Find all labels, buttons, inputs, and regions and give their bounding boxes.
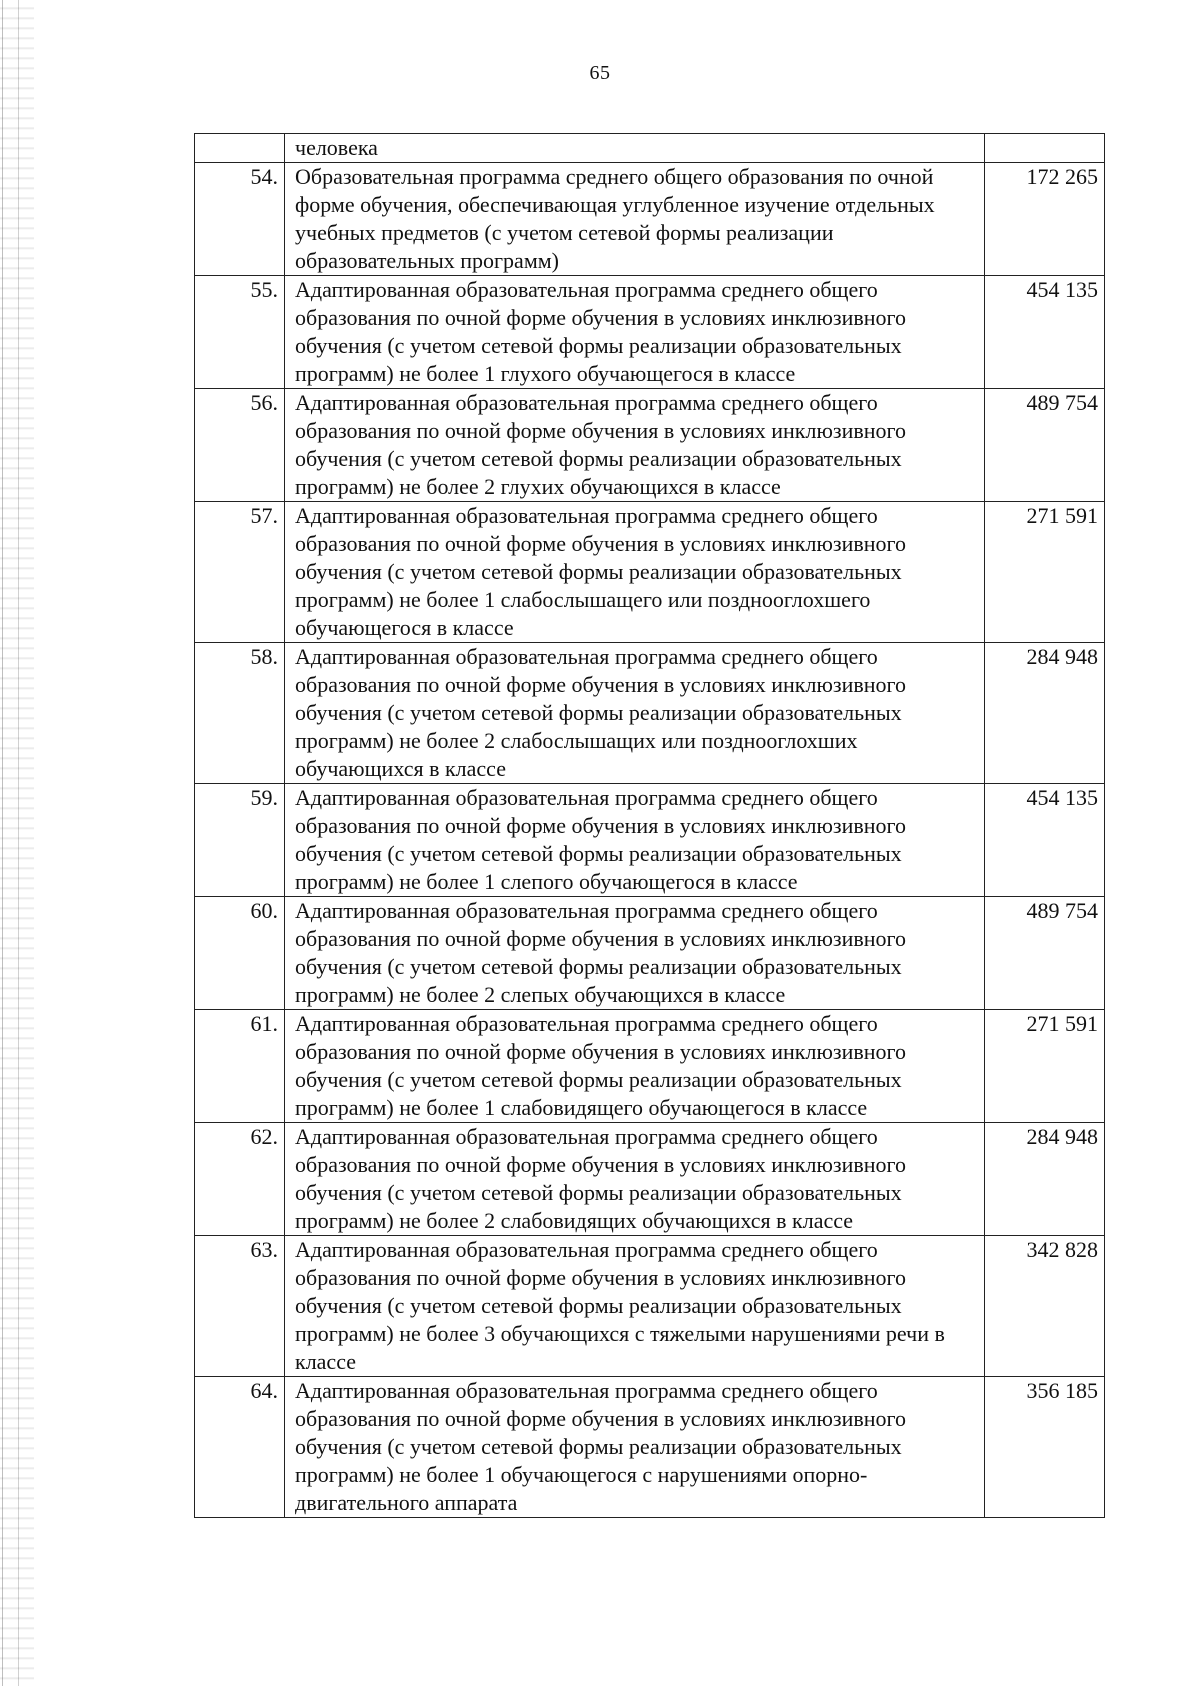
table-row bbox=[195, 502, 1105, 643]
row-value-cell: 489 754 bbox=[985, 389, 1105, 502]
table-row bbox=[195, 784, 1105, 897]
tariff-table bbox=[194, 133, 1105, 1518]
table-row bbox=[195, 643, 1105, 784]
row-description-cell: Адаптированная образовательная программа среднего общего образования по очной форме обучения в условиях инклюзивного обучения (с учетом сетевой формы реализации образовательных программ) не более 2 слабовидящих обучающихся в классе bbox=[285, 1123, 985, 1236]
table-row bbox=[195, 1236, 1105, 1377]
row-description-cell: Адаптированная образовательная программа среднего общего образования по очной форме обучения в условиях инклюзивного обучения (с учетом сетевой формы реализации образовательных программ) не более 1 обучающегося с нарушениями опорно-двигательного аппарата bbox=[285, 1377, 985, 1518]
row-value-cell: 284 948 bbox=[985, 643, 1105, 784]
row-number-cell: 56. bbox=[195, 389, 285, 502]
row-description-cell: Образовательная программа среднего общего образования по очной форме обучения, обеспечивающая углубленное изучение отдельных учебных предметов (с учетом сетевой формы реализации образовательных программ) bbox=[285, 163, 985, 276]
row-number-cell bbox=[195, 134, 285, 163]
row-number-cell: 57. bbox=[195, 502, 285, 643]
page-number: 65 bbox=[589, 62, 611, 84]
row-number-cell: 64. bbox=[195, 1377, 285, 1518]
table-row bbox=[195, 276, 1105, 389]
table-row bbox=[195, 1123, 1105, 1236]
table-row bbox=[195, 1377, 1105, 1518]
row-description-cell: Адаптированная образовательная программа среднего общего образования по очной форме обучения в условиях инклюзивного обучения (с учетом сетевой формы реализации образовательных программ) не более 3 обучающихся с тяжелыми нарушениями речи в классе bbox=[285, 1236, 985, 1377]
scan-edge-artifact bbox=[0, 0, 34, 1686]
row-value-cell: 356 185 bbox=[985, 1377, 1105, 1518]
row-value-cell: 284 948 bbox=[985, 1123, 1105, 1236]
row-number-cell: 63. bbox=[195, 1236, 285, 1377]
row-description-cell: Адаптированная образовательная программа среднего общего образования по очной форме обучения в условиях инклюзивного обучения (с учетом сетевой формы реализации образовательных программ) не более 1 слабовидящего обучающегося в классе bbox=[285, 1010, 985, 1123]
row-value-cell: 489 754 bbox=[985, 897, 1105, 1010]
row-number-cell: 55. bbox=[195, 276, 285, 389]
table-row bbox=[195, 1010, 1105, 1123]
row-description-cell: Адаптированная образовательная программа среднего общего образования по очной форме обучения в условиях инклюзивного обучения (с учетом сетевой формы реализации образовательных программ) не более 1 глухого обучающегося в классе bbox=[285, 276, 985, 389]
row-value-cell: 342 828 bbox=[985, 1236, 1105, 1377]
table-row bbox=[195, 389, 1105, 502]
row-number-cell: 62. bbox=[195, 1123, 285, 1236]
row-value-cell bbox=[985, 134, 1105, 163]
row-number-cell: 58. bbox=[195, 643, 285, 784]
row-value-cell: 454 135 bbox=[985, 276, 1105, 389]
row-value-cell: 454 135 bbox=[985, 784, 1105, 897]
row-value-cell: 271 591 bbox=[985, 1010, 1105, 1123]
row-description-cell: Адаптированная образовательная программа среднего общего образования по очной форме обучения в условиях инклюзивного обучения (с учетом сетевой формы реализации образовательных программ) не более 2 глухих обучающихся в классе bbox=[285, 389, 985, 502]
row-description-cell: Адаптированная образовательная программа среднего общего образования по очной форме обучения в условиях инклюзивного обучения (с учетом сетевой формы реализации образовательных программ) не более 2 слепых обучающихся в классе bbox=[285, 897, 985, 1010]
table-row bbox=[195, 897, 1105, 1010]
row-description-cell: Адаптированная образовательная программа среднего общего образования по очной форме обучения в условиях инклюзивного обучения (с учетом сетевой формы реализации образовательных программ) не более 1 слабослышащего или позднооглохшего обучающегося в классе bbox=[285, 502, 985, 643]
row-description-cell: человека bbox=[285, 134, 985, 163]
row-number-cell: 54. bbox=[195, 163, 285, 276]
row-description-cell: Адаптированная образовательная программа среднего общего образования по очной форме обучения в условиях инклюзивного обучения (с учетом сетевой формы реализации образовательных программ) не более 1 слепого обучающегося в классе bbox=[285, 784, 985, 897]
table-row-continuation bbox=[195, 134, 1105, 163]
row-value-cell: 172 265 bbox=[985, 163, 1105, 276]
row-value-cell: 271 591 bbox=[985, 502, 1105, 643]
row-number-cell: 61. bbox=[195, 1010, 285, 1123]
row-number-cell: 59. bbox=[195, 784, 285, 897]
table-body bbox=[195, 134, 1105, 1518]
row-description-cell: Адаптированная образовательная программа среднего общего образования по очной форме обучения в условиях инклюзивного обучения (с учетом сетевой формы реализации образовательных программ) не более 2 слабослышащих или позднооглохших обучающихся в классе bbox=[285, 643, 985, 784]
row-number-cell: 60. bbox=[195, 897, 285, 1010]
table-row bbox=[195, 163, 1105, 276]
